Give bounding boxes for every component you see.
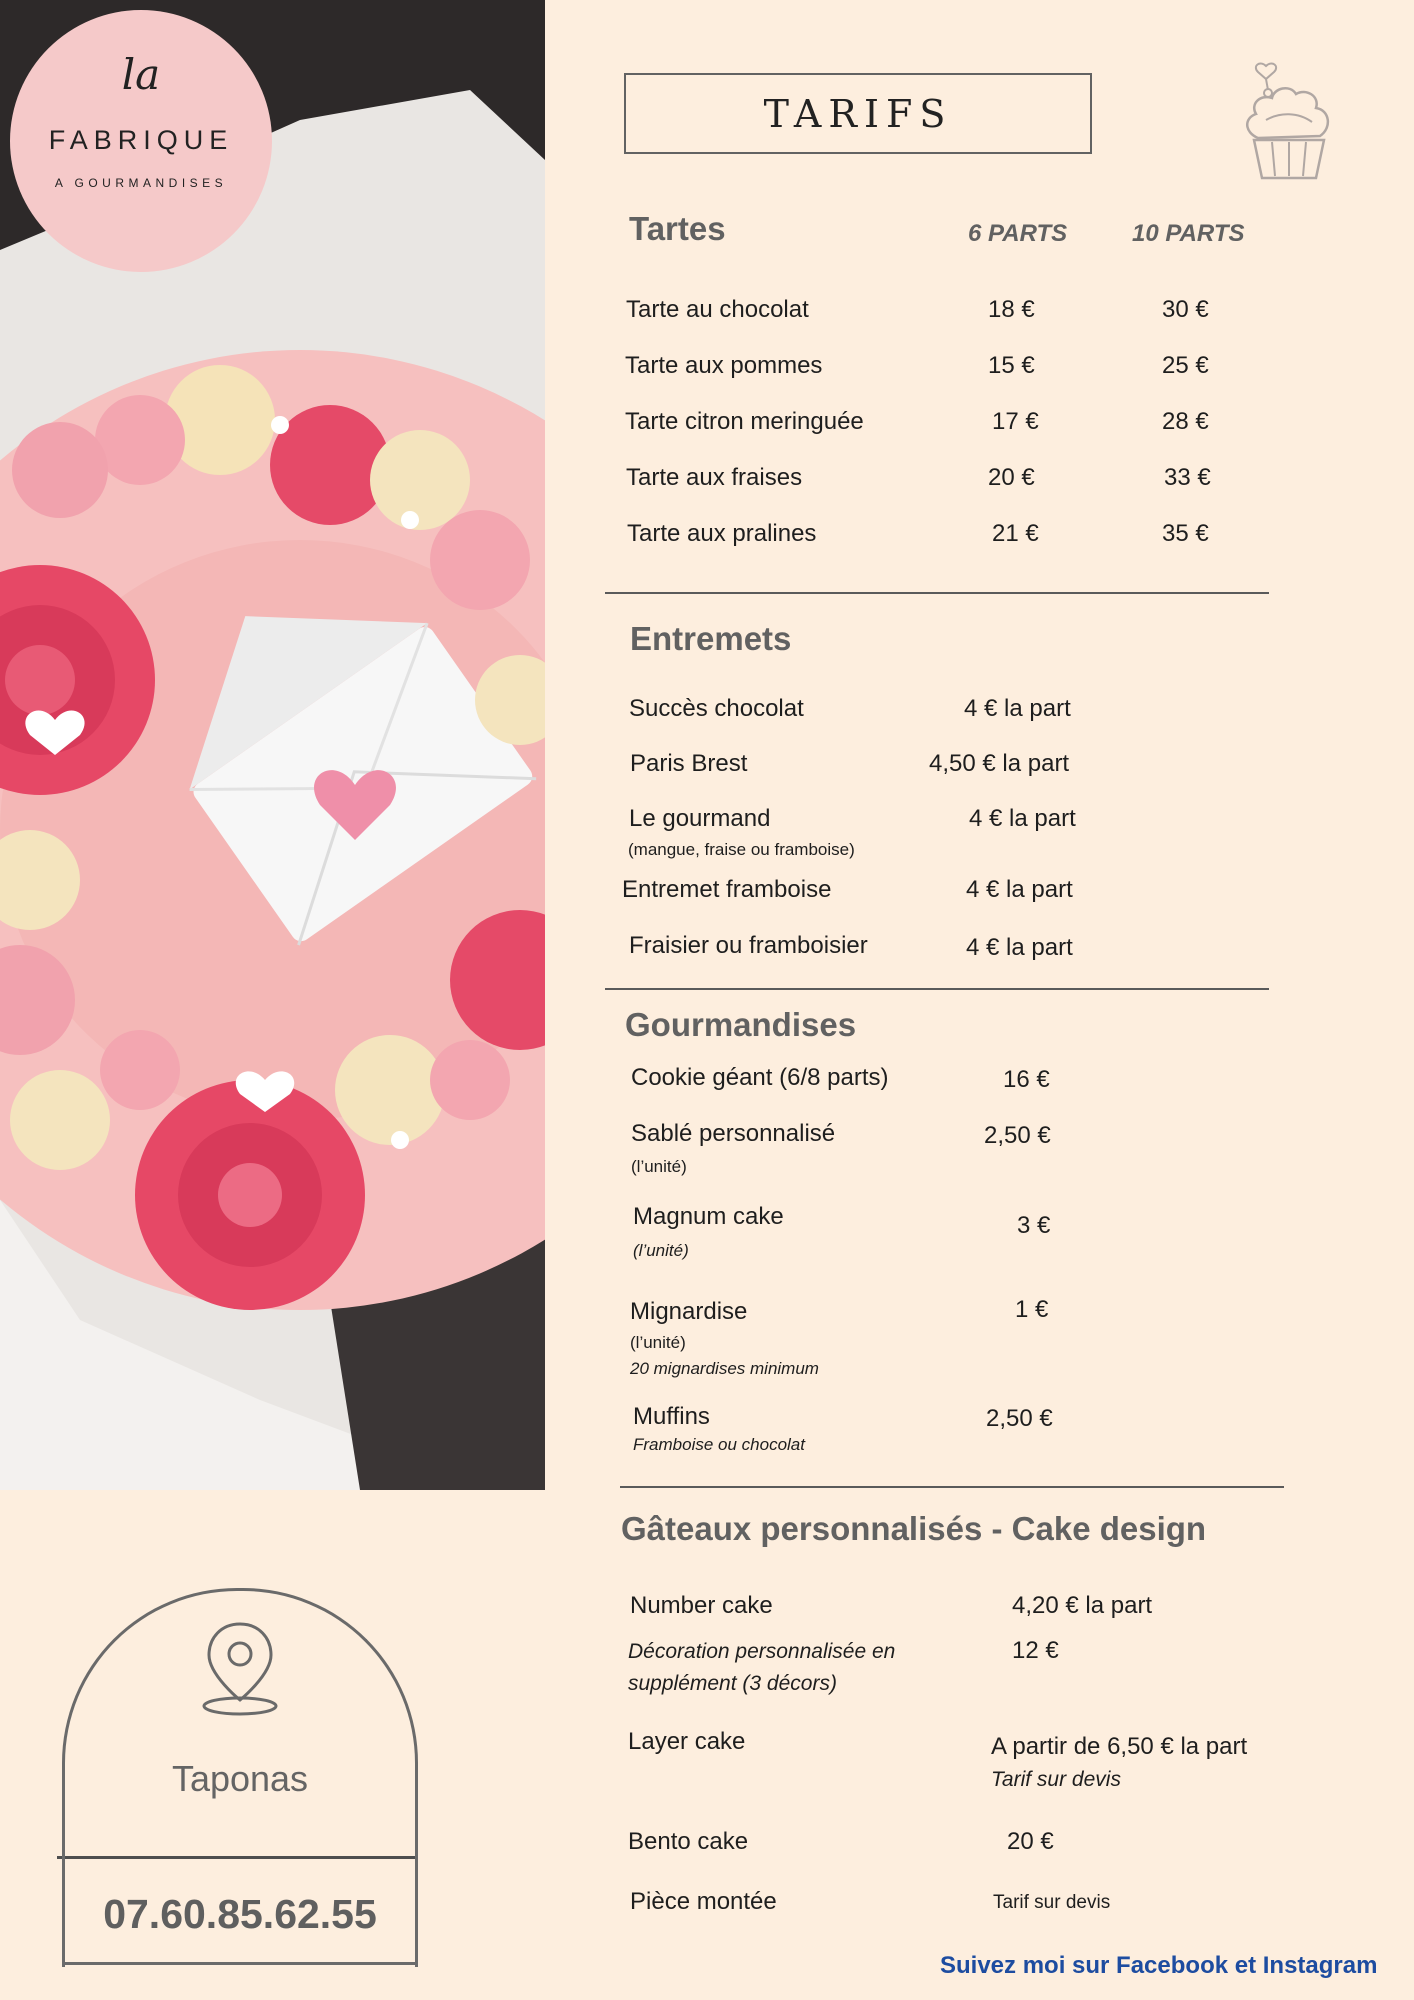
entremet-name: Le gourmand	[629, 805, 771, 832]
tarte-price-10: 28 €	[1162, 408, 1209, 435]
entremet-price: 4 € la part	[964, 695, 1071, 722]
tarte-name: Tarte aux pommes	[625, 352, 823, 379]
tarte-price-10: 33 €	[1164, 464, 1211, 491]
logo-brand: FABRIQUE	[48, 125, 234, 155]
bento-cake-name: Bento cake	[628, 1828, 749, 1855]
bento-cake-price: 20 €	[1007, 1828, 1054, 1855]
tarte-name: Tarte citron meringuée	[625, 408, 864, 435]
layer-cake-note: Tarif sur devis	[991, 1768, 1121, 1791]
column-header-10-parts: 10 PARTS	[1132, 220, 1245, 247]
gourmandise-note: Framboise ou chocolat	[633, 1435, 805, 1454]
gourmandise-note: (l’unité)	[631, 1157, 687, 1176]
gourmandise-name: Magnum cake	[633, 1203, 784, 1230]
entremet-name: Succès chocolat	[629, 695, 804, 722]
entremet-price: 4 € la part	[969, 805, 1076, 832]
section-divider	[605, 592, 1269, 594]
tarte-name: Tarte aux pralines	[627, 520, 817, 547]
column-header-6-parts: 6 PARTS	[968, 220, 1068, 247]
section-heading-entremets: Entremets	[630, 620, 792, 657]
social-footer-link[interactable]: Suivez moi sur Facebook et Instagram	[940, 1952, 1378, 1979]
entremet-price: 4,50 € la part	[929, 750, 1070, 777]
tarte-price-6: 18 €	[988, 296, 1035, 323]
entremet-name: Paris Brest	[630, 750, 748, 777]
gourmandise-note: (l’unité)	[630, 1333, 686, 1352]
tarte-price-6: 17 €	[992, 408, 1039, 435]
section-heading-tartes: Tartes	[629, 210, 726, 247]
tarte-price-6: 20 €	[988, 464, 1035, 491]
tarte-price-10: 35 €	[1162, 520, 1209, 547]
gourmandise-note-minimum: 20 mignardises minimum	[630, 1359, 819, 1378]
gourmandise-name: Sablé personnalisé	[631, 1120, 836, 1147]
tarte-name: Tarte aux fraises	[626, 464, 803, 491]
gourmandise-name: Mignardise	[630, 1298, 748, 1325]
city-name: Taponas	[171, 1758, 309, 1799]
tarte-price-6: 15 €	[988, 352, 1035, 379]
location-pin-icon	[199, 1620, 281, 1716]
number-cake-name: Number cake	[630, 1592, 773, 1619]
tarte-price-10: 25 €	[1162, 352, 1209, 379]
decoration-price: 12 €	[1012, 1637, 1059, 1664]
layer-cake-name: Layer cake	[628, 1728, 746, 1755]
tarte-price-6: 21 €	[992, 520, 1039, 547]
section-divider	[620, 1486, 1284, 1488]
layer-cake-price: A partir de 6,50 € la part	[991, 1733, 1248, 1760]
logo-script: la	[121, 50, 161, 99]
page-title: TARIFS	[763, 91, 953, 136]
gourmandise-name: Cookie géant (6/8 parts)	[631, 1064, 889, 1091]
entremet-price: 4 € la part	[966, 876, 1073, 903]
brand-logo	[10, 10, 272, 272]
entremet-name: Fraisier ou framboisier	[629, 932, 868, 959]
entremet-name: Entremet framboise	[622, 876, 832, 903]
gourmandise-note: (l’unité)	[633, 1241, 689, 1260]
tarte-name: Tarte au chocolat	[626, 296, 809, 323]
gourmandise-price: 2,50 €	[984, 1122, 1051, 1149]
logo-subtitle: A GOURMANDISES	[54, 176, 228, 190]
entremet-price: 4 € la part	[966, 934, 1073, 961]
number-cake-price: 4,20 € la part	[1012, 1592, 1153, 1619]
gourmandise-price: 16 €	[1003, 1066, 1050, 1093]
phone-number[interactable]: 07.60.85.62.55	[103, 1891, 377, 1937]
decoration-note-line1: Décoration personnalisée en	[628, 1640, 896, 1663]
piece-montee-price: Tarif sur devis	[993, 1892, 1111, 1913]
section-heading-gourmandises: Gourmandises	[625, 1006, 857, 1043]
gourmandise-price: 2,50 €	[986, 1405, 1053, 1432]
gourmandise-name: Muffins	[633, 1403, 710, 1430]
cupcake-icon	[1240, 60, 1338, 185]
gourmandise-price: 3 €	[1017, 1212, 1051, 1239]
section-heading-cake-design: Gâteaux personnalisés - Cake design	[621, 1510, 1207, 1547]
section-divider	[605, 988, 1269, 990]
piece-montee-name: Pièce montée	[630, 1888, 777, 1915]
decoration-note-line2: supplément (3 décors)	[628, 1672, 837, 1695]
tarte-price-10: 30 €	[1162, 296, 1209, 323]
title-box	[624, 73, 1092, 154]
entremet-note: (mangue, fraise ou framboise)	[628, 840, 855, 859]
gourmandise-price: 1 €	[1015, 1296, 1049, 1323]
